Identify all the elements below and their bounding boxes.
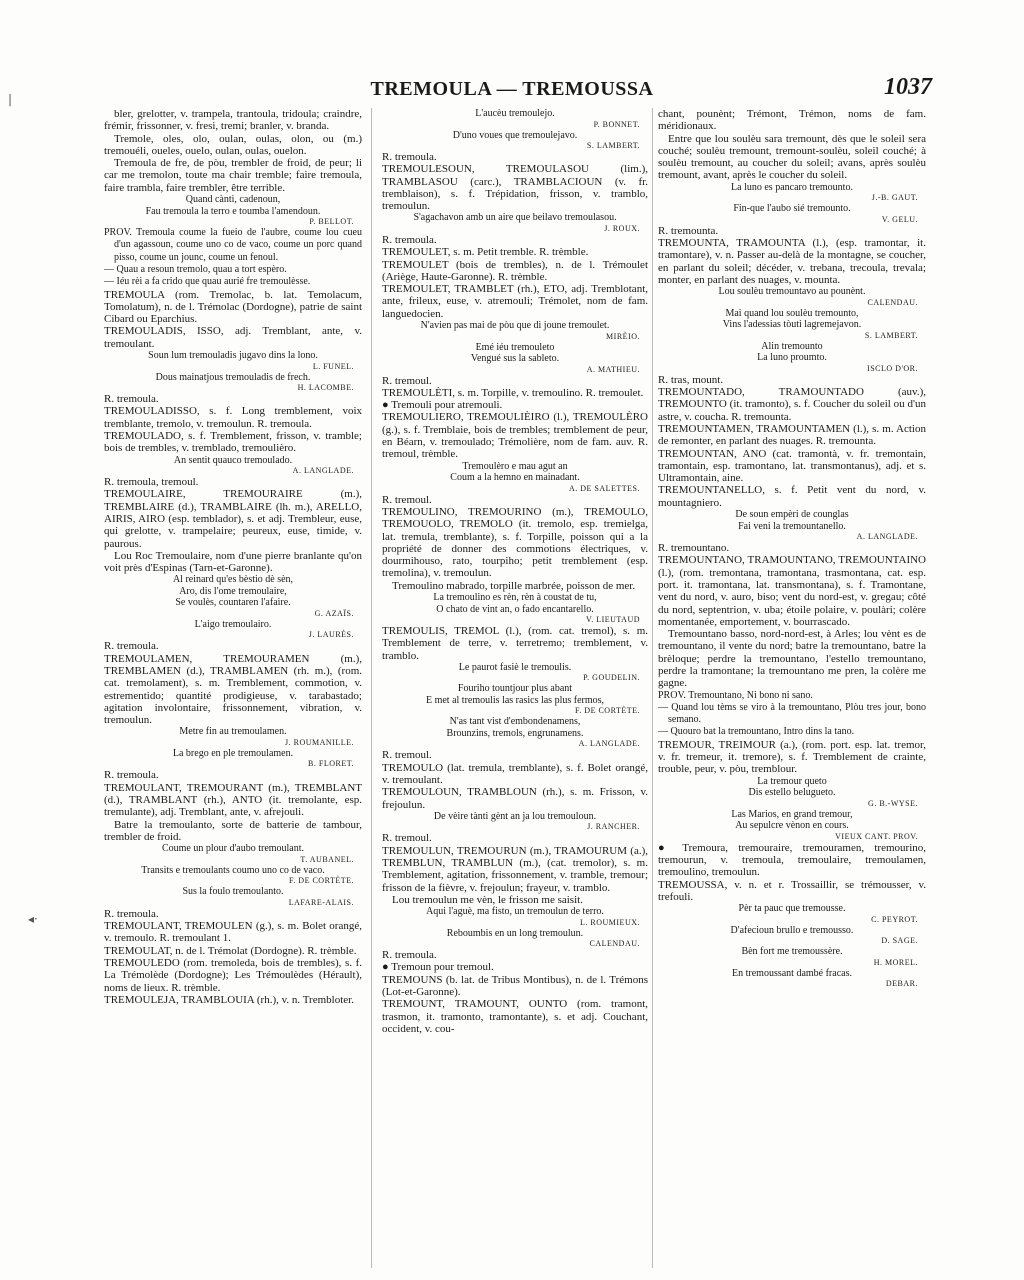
quotation-line: Transits e tremoulants coumo uno co de vaco. (141, 864, 325, 876)
entry-example: Tremoulino mabrado, torpille marbrée, poisson de mer. (392, 579, 636, 592)
quotation-line: Dous mainatjous tremouladis de frech. (155, 371, 311, 383)
quotation-line: Alin tremounto (761, 340, 823, 352)
quotation-line: Fin-que l'aubo sié tremounto. (733, 203, 851, 215)
quotation-line: Fai veni la tremountanello. (738, 520, 846, 532)
quotation-source: J. LAURÈS. (308, 630, 354, 640)
quotation-source: G. B.-WYSE. (868, 798, 918, 808)
quotation-line: De vèire tànti gènt an ja lou tremouloun. (433, 810, 597, 822)
quotation-line: N'as tant vist d'embondenamens, (449, 716, 581, 728)
dictionary-entry: R. tremoul. (382, 749, 432, 762)
proverb: — Quau a resoun tremolo, quau a tort espèro. (104, 263, 287, 275)
dictionary-entry: TREMOUNTADO, TRAMOUNTADO (auv.), TREMOUNTO (it. tramonto), s. f. Coucher du soleil ou d'un astre, v. coucha. R. tremounta. (658, 386, 926, 423)
proverb: — Quouro bat la tremountano, Intro dins la tano. (658, 726, 855, 738)
dictionary-entry: TREMOULA (rom. Tremolac, b. lat. Temolacum, Tomolatum), n. de l. Trémolac (Dordogne), patrie de saint Cibard ou Eparchius. (104, 288, 362, 326)
quotation-source: CALENDAU. (589, 939, 640, 949)
quotation-line: An sentit quauco tremoulado. (173, 454, 293, 466)
quotation-source: V. LIEUTAUD (585, 615, 640, 625)
entry-example: Tremole, oles, olo, oulan, oulas, olon, ou (m.) tremouéli, oueles, ouelo, oulan, oulas, ouelon. (104, 132, 362, 157)
quotation-source: J. RANCHER. (587, 822, 640, 832)
proverb: PROV. Tremountano, Ni bono ni sano. (658, 689, 813, 701)
dictionary-entry: TREMOUNTAN, ANO (cat. tramontà, v. fr. tremontain, tramontain, esp. tramontano, lat. transmontanus), adj. et s. Ultramontain, aine. (658, 447, 926, 485)
dictionary-entry: TREMOULAIRE, TREMOURAIRE (m.), TREMBLAIRE (d.), TRAMBLAIRE (lh. m.), ARELLO, AIRIS, AIRO (esp. temblador), s. et adj. Trembleur, euse, qui grelotte, v. trampelaire; peureux, euse, timide, v. paurous. (104, 488, 362, 550)
quotation-source: VIEUX CANT. PROV. (835, 831, 918, 841)
dictionary-entry: TREMOULET, s. m. Petit tremble. R. trèmble. (382, 246, 589, 259)
quotation-source: A. MATHIEU. (586, 364, 640, 374)
running-header: TREMOULA — TREMOUSSA (370, 78, 654, 100)
quotation-line: Fouriho tountjour plus abant (457, 683, 573, 695)
quotation-source: D. SAGE. (881, 936, 918, 946)
dictionary-entry: R. tremoula. (382, 949, 437, 962)
quotation-line: L'aigo tremoulairo. (194, 618, 272, 630)
dictionary-entry: R. tremounta. (658, 224, 719, 237)
quotation-line: Metre fin au tremoulamen. (179, 726, 287, 738)
quotation-line: Soun lum tremouladis jugavo dins la lono. (148, 350, 318, 362)
quotation-source: P. GOUDELIN. (583, 673, 640, 683)
dictionary-entry: TREMOUNTANO, TRAMOUNTANO, TREMOUNTAINO (l.), (rom. tremontana, tramontana, trasmontana, cat. esp. port. it. tramontana, lat. transmontana), s. f. Tramontane, vent du nord, v. auro, biso; vent du nord-est, v. gregau; côté du nord, septentrion, v. uba; étoile polaire, v. poulàri; colère momentanée, emportement, v. bourrascado. (658, 554, 926, 628)
quotation-source: G. AZAÏS. (314, 608, 354, 618)
quotation-source: S. LAMBERT. (864, 330, 918, 340)
quotation-line: Lou soulèu tremountavo au pounènt. (718, 286, 866, 298)
entry-example: Batre la tremoulanto, sorte de batterie de tambour, trembler de froid. (104, 818, 362, 843)
quotation-source: T. AUBANEL. (300, 854, 354, 864)
quotation-source: J. ROUMANILLE. (285, 737, 354, 747)
quotation-line: N'avien pas mai de pòu que di joune tremoulet. (420, 320, 610, 332)
quotation-line: O chato de vint an, o fado encantarello. (436, 603, 594, 615)
quotation-source: F. DE CORTÈTE. (289, 876, 354, 886)
quotation-source: J.-B. GAUT. (871, 193, 918, 203)
quotation-source: C. PEYROT. (871, 914, 918, 924)
margin-mark: ◂· (28, 912, 38, 926)
quotation-source: LAFARE-ALAIS. (288, 897, 354, 907)
quotation-line: D'afecioun brullo e tremousso. (730, 924, 854, 936)
quotation-line: Sus la foulo tremoulanto. (182, 886, 284, 898)
dictionary-entry: TREMOULAMEN, TREMOURAMEN (m.), TREMBLAMEN (d.), TRAMBLAMEN (rh. m.), (rom. cat. tremolament), s. m. Tremblement, commotion, v. estrementido; quantité prodigieuse, v. tarabastado; agitation involontaire, frissonnement, vibration, v. tremoulun. (104, 652, 362, 727)
quotation-line: Mai quand lou soulèu tremounto, (725, 307, 859, 319)
dictionary-entry: TREMOULIERO, TREMOULIÈIRO (l.), TREMOULÈRO (g.), s. f. Tremblaie, bois de trembles; tremblement de peur, en Béarn, v. tremoulado; Trémolière, nom de fam. auv. R. tremoul, trèmble. (382, 411, 648, 461)
dictionary-entry: TREMOULO (lat. tremula, tremblante), s. f. Bolet orangé, v. tremoulant. (382, 761, 648, 786)
dictionary-entry: TREMOULET, TRAMBLET (rh.), ETO, adj. Tremblotant, ante, frileux, euse, v. atremouli; Trémolet, nom de fam. languedocien. (382, 283, 648, 320)
quotation-line: De soun empèri de counglas (735, 509, 849, 521)
proverb: — Quand lou tèms se viro à la tremountano, Plòu tres jour, bono semano. (658, 701, 926, 726)
dictionary-entry: TREMOULÈTI, s. m. Torpille, v. tremoulino. R. tremoulet. (382, 386, 644, 399)
dictionary-entry: ● Tremoura, tremouraire, tremouramen, tremourino, tremourun, v. tremoula, tremoulaire, tremoulamen, tremoulino, tremoulun. (658, 841, 926, 879)
dictionary-entry: R. tremoula. (382, 151, 437, 163)
quotation-source: J. ROUX. (604, 223, 640, 233)
dictionary-entry: R. tremoul. (382, 493, 432, 506)
dictionary-entry: TREMOUNTAMEN, TRAMOUNTAMEN (l.), s. m. Action de remonter, en parlant des nuages. R. tremounta. (658, 422, 926, 448)
quotation-line: Dis estello belugueto. (748, 787, 836, 799)
column-divider (371, 108, 372, 1268)
quotation-source: P. BONNET. (593, 119, 640, 129)
dictionary-entry: TREMOULEDO (rom. tremoleda, bois de trembles), s. f. La Trémolède (Dordogne); Les Trémoulèdes (Hérault), noms de lieux. R. trèmble. (104, 956, 362, 994)
dictionary-entry: TREMOUSSA, v. n. et r. Trossaillir, se trémousser, v. trefouli. (658, 878, 926, 903)
quotation-line: Se voulès, countaren l'afaire. (175, 597, 291, 609)
column-3 (658, 108, 926, 1268)
quotation-line: Bèn fort me tremoussère. (741, 946, 843, 958)
quotation-line: Le paurot fasiè le tremoulis. (458, 661, 572, 673)
entry-example: bler, grelotter, v. trampela, trantoula, tridoula; craindre, frémir, frissonner, v. fresi, tremi; branler, v. branda. (104, 108, 362, 133)
quotation-source: L. FUNEL. (312, 361, 354, 371)
quotation-source: ISCLO D'OR. (867, 363, 918, 373)
quotation-source: V. GELU. (881, 214, 918, 224)
column-2 (382, 108, 648, 1268)
proverb: PROV. Tremoula coume la fueio de l'aubre, coume lou cueu d'un agassoun, coume uno co de vaco, coume un porc quand pisso, coume un jounc, coume un fenoul. (104, 227, 362, 263)
quotation-line: E met al tremoulis las rasics las plus fermos, (425, 694, 605, 706)
quotation-line: La luno es pancaro tremounto. (731, 181, 853, 193)
quotation-line: La brego en ple tremoulamen. (172, 747, 294, 759)
dictionary-entry: TREMOULANT, TREMOULEN (g.), s. m. Bolet orangé, v. tremoulo. R. tremoulant 1. (104, 920, 362, 945)
dictionary-entry: R. tremountano. (658, 542, 730, 555)
quotation-line: Reboumbis en un long tremoulun. (446, 927, 584, 939)
dictionary-entry: TREMOUNT, TRAMOUNT, OUNTO (rom. tramont, trasmon, it. tramonto, tramontante), s. et adj. Couchant, occident, v. cou- (382, 998, 648, 1035)
quotation-source: A. LANGLADE. (292, 466, 354, 476)
dictionary-entry: R. tremoul. (382, 832, 432, 845)
dictionary-entry: TREMOULADO, s. f. Tremblement, frisson, v. tramble; bois de trembles, v. tremblado, tremoulièro. (104, 429, 362, 455)
quotation-source: MIRÈIO. (606, 331, 640, 341)
entry-example: Lou tremoulun me vèn, le frisson me saisit. (392, 893, 583, 906)
dictionary-entry: TREMOULESOUN, TREMOULASOU (lim.), TRAMBLASOU (carc.), TRAMBLACIOUN (v. fr. tremblaison), s. f. Trépidation, frisson, v. tramblo, tremoulun. (382, 163, 648, 213)
quotation-line: Aro, dis l'ome tremoulaire, (179, 585, 287, 597)
dictionary-entry: TREMOULADIS, ISSO, adj. Tremblant, ante, v. tremoulant. (104, 325, 362, 350)
quotation-line: Al reinard qu'es bèstio dè sèn, (172, 574, 294, 586)
quotation-line: Brounzins, tremols, engrunamens. (446, 727, 584, 739)
page-number: 1037 (884, 74, 932, 100)
quotation-line: Pèr ta pauc que tremousse. (738, 903, 846, 915)
quotation-line: Vins l'adessias tòuti lagremejavon. (722, 319, 862, 331)
quotation-line: Tremoulèro e mau agut an (462, 460, 568, 472)
quotation-line: S'agachavon amb un aire que beilavo tremoulasou. (413, 212, 617, 224)
dictionary-entry: TREMOULUN, TREMOURUN (m.), TRAMOURUM (a.), TREMBLUN, TRAMBLUN (m.), (cat. tremolor), s. m. Tremblement, agitation, frissonnement, v. tramble, tremour; frisson de la fièvre, v. frejoulun; frayeur, v. tramblo. (382, 844, 648, 894)
entry-example: Lou Roc Tremoulaire, nom d'une pierre branlante qu'on voit près d'Espinas (Tarn-et-Garonne). (104, 549, 362, 575)
dictionary-entry: TREMOULOUN, TRAMBLOUN (rh.), s. m. Frisson, v. frejoulun. (382, 786, 648, 811)
quotation-source: F. DE CORTÈTE. (575, 706, 640, 716)
proverb: — Iéu rèi a fa crido que quau aurié fre tremoulèsse. (104, 276, 311, 288)
entry-example: Tremountano basso, nord-nord-est, à Arles; lou vènt es de tremountano, il vente du nord; batre la tremountano, batre la brèloque; perdre la tremountano, l'estello tremountano, perdre la tramontane; la tremountano me pren, la colère me gagne. (658, 628, 926, 690)
quotation-line: Coum a la hemno en mainadant. (450, 472, 580, 484)
quotation-line: La luno proumto. (757, 352, 827, 364)
dictionary-entry: TREMOULEJA, TRAMBLOUIA (rh.), v. n. Trembloter. (104, 993, 354, 1006)
dictionary-entry: R. tras, mount. (658, 373, 724, 386)
dictionary-entry: ● Tremoun pour tremoul. (382, 961, 494, 974)
quotation-source: L. ROUMIEUX. (580, 917, 640, 927)
quotation-source: A. DE SALETTES. (568, 483, 640, 493)
quotation-source: H. MOREL. (873, 957, 918, 967)
quotation-line: Aqui l'aguè, ma fisto, un tremoulun de terro. (426, 906, 604, 918)
dictionary-entry: TREMOULET (bois de trembles), n. de l. Trémoulet (Ariège, Haute-Garonne). R. trèmble. (382, 258, 648, 283)
quotation-source: B. FLORET. (308, 759, 354, 769)
dictionary-entry: TREMOUR, TREIMOUR (a.), (rom. port. esp. lat. tremor, v. fr. tremeur, it. tremore), s. f. Tremblement de crainte, trouble, peur, v. pòu, tremblour. (658, 738, 926, 776)
dictionary-entry: TREMOULADISSO, s. f. Long tremblement, voix tremblante, tremolo, v. tremoulun. R. tremoula. (104, 405, 362, 430)
quotation-line: D'uno voues que tremoulejavo. (452, 129, 578, 141)
quotation-source: A. LANGLADE. (856, 532, 918, 542)
dictionary-entry: TREMOULANT, TREMOURANT (m.), TREMBLANT (d.), TRAMBLANT (rh.), ANTO (it. tremolante, esp. tremulante), adj. Tremblant, ante, v. afrejouli. (104, 781, 362, 819)
quotation-source: A. LANGLADE. (578, 739, 640, 749)
dictionary-entry: TREMOUNS (b. lat. de Tribus Montibus), n. de l. Trémons (Lot-et-Garonne). (382, 973, 648, 999)
dictionary-entry: R. tremoula. (104, 640, 159, 653)
dictionary-entry: R. tremoul. (382, 374, 432, 387)
entry-example: Entre que lou soulèu sara tremount, dès que le soleil sera couché; soulèu tremount, tremount-soulèu, soleil couché; à soulèu tremount, au coucher du soleil; avans, après soulèu tremount, avant, après le coucher du soleil. (658, 132, 926, 182)
quotation-line: En tremoussant dambé fracas. (732, 967, 852, 979)
quotation-source: H. LACOMBE. (297, 383, 354, 393)
dictionary-entry: TREMOUNTA, TRAMOUNTA (l.), (esp. tramontar, it. tramontare), v. n. Passer au-delà de la montagne, se coucher, en parlant du soleil; décéder, v. trebana, trecoula, trevala; monter, en parlant des nuages, v. mounta. (658, 237, 926, 286)
quotation-line: Fau tremoula la terro e toumba l'amendoun. (145, 205, 321, 217)
quotation-source: DEBAR. (885, 979, 918, 989)
column-1 (104, 108, 362, 1268)
margin-mark: | (8, 92, 13, 106)
quotation-line: L'aucèu tremoulejo. (475, 108, 555, 119)
dictionary-entry: ● Tremouli pour atremouli. (382, 399, 503, 412)
quotation-source: P. BELLOT. (309, 217, 354, 227)
dictionary-entry: R. tremoula, tremoul. (104, 476, 199, 489)
dictionary-entry: TREMOULINO, TREMOURINO (m.), TREMOULO, TREMOUOLO, TREMOLO (it. tremolo, esp. tremielga, lat. tremula, tremblante), s. f. Torpille, poisson qui a la propriété de donner des commotions électriques, v. dourmihouso, rato, tourpiho; petit tremblement (esp. tremolina), v. tremoulun. (382, 505, 648, 580)
quotation-line: Las Marios, en grand tremour, (731, 808, 853, 820)
dictionary-entry: chant, pounènt; Trémont, Trémon, noms de fam. méridionaux. (658, 108, 926, 133)
quotation-line: Vengué sus la sableto. (470, 353, 560, 365)
dictionary-entry: R. tremoula. (104, 393, 159, 406)
quotation-line: Quand cànti, cadenoun, (185, 194, 281, 206)
dictionary-entry: TREMOULIS, TREMOL (l.), (rom. cat. tremol), s. m. Tremblement de terre, v. terretremo; tremblement, v. tramblo. (382, 625, 648, 662)
dictionary-entry: R. tremoula. (104, 769, 159, 782)
quotation-source: S. LAMBERT. (586, 141, 640, 150)
quotation-line: Emé iéu tremouleto (475, 341, 555, 353)
dictionary-entry: R. tremoula. (104, 907, 159, 920)
entry-example: Tremoula de fre, de pòu, trembler de froid, de peur; li car me tremolon, toute ma chair tremble; faire tremoula, faire trambla, faire trembler, être terrible. (104, 157, 362, 194)
quotation-line: La tremour queto (757, 775, 827, 787)
dictionary-entry: TREMOUNTANELLO, s. f. Petit vent du nord, v. mountagniero. (658, 484, 926, 509)
quotation-line: Coume un plour d'aubo tremoulant. (161, 843, 305, 855)
column-divider (652, 108, 653, 1268)
dictionary-entry: R. tremoula. (382, 233, 437, 246)
quotation-line: Au sepulcre vènon en cours. (735, 820, 849, 832)
quotation-source: CALENDAU. (867, 297, 918, 307)
quotation-line: La tremoulino es rèn, rèn à coustat de tu, (433, 592, 597, 604)
dictionary-entry: TREMOULAT, n. de l. Trémolat (Dordogne). R. trèmble. (104, 944, 357, 957)
